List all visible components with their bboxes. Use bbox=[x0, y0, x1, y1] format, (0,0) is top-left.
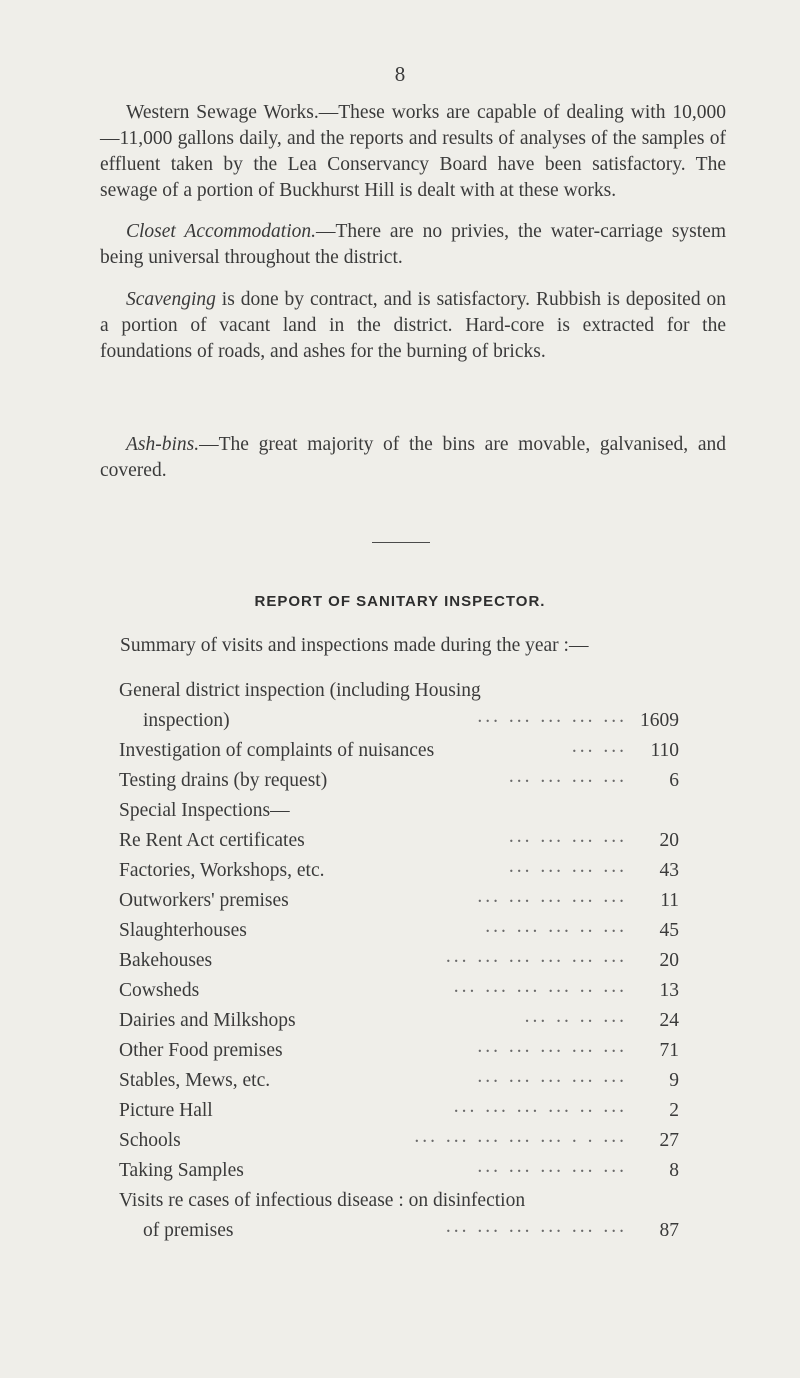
summary-row-value: 110 bbox=[650, 740, 679, 761]
summary-row-label: Schools bbox=[119, 1130, 181, 1151]
summary-row-leader: ... ... ... ... bbox=[508, 766, 627, 787]
paragraph-text: —There are no privies, the water-carriage system being universal throughout the district. bbox=[100, 221, 726, 268]
summary-row-label: Testing drains (by request) bbox=[119, 770, 328, 791]
summary-row-leader: ... ... ... ... ... bbox=[477, 886, 627, 907]
summary-row-value: 20 bbox=[659, 830, 679, 851]
paragraph-text: —The great majority of the bins are movable, galvanised, and covered. bbox=[100, 434, 726, 481]
summary-row-label: Other Food premises bbox=[119, 1040, 283, 1061]
summary-row-value: 87 bbox=[659, 1220, 679, 1241]
summary-row-leader: ... ... ... ... ... bbox=[477, 1036, 627, 1057]
summary-row-value: 8 bbox=[669, 1160, 679, 1181]
summary-row-value: 27 bbox=[659, 1130, 679, 1151]
summary-row-label: Visits re cases of infectious disease : on disinfection bbox=[119, 1190, 526, 1211]
summary-row-label: Bakehouses bbox=[119, 950, 213, 971]
summary-row-leader: ... .. .. ... bbox=[524, 1006, 627, 1027]
summary-row bbox=[119, 1216, 679, 1246]
summary-row-leader: ... ... ... ... ... ... bbox=[445, 1216, 627, 1237]
summary-row-label: Investigation of complaints of nuisances bbox=[119, 740, 435, 761]
paragraph-ash-bins bbox=[100, 432, 726, 484]
paragraph-western-sewage-works bbox=[100, 100, 726, 204]
summary-row-value: 6 bbox=[669, 770, 679, 791]
paragraph-lead: Ash-bins. bbox=[126, 434, 200, 455]
section-divider bbox=[372, 542, 430, 543]
paragraph-lead: Closet Accommodation. bbox=[126, 221, 317, 242]
summary-row-label: inspection) bbox=[143, 710, 230, 731]
summary-row bbox=[119, 766, 679, 796]
summary-row-value: 2 bbox=[669, 1100, 679, 1121]
summary-row-label: Dairies and Milkshops bbox=[119, 1010, 296, 1031]
summary-row-label: Stables, Mews, etc. bbox=[119, 1070, 271, 1091]
summary-row-value: 45 bbox=[659, 920, 679, 941]
summary-row-label: General district inspection (including Housing bbox=[119, 680, 481, 701]
summary-row-leader: ... ... ... ... bbox=[508, 856, 627, 877]
summary-row-value: 24 bbox=[659, 1010, 679, 1031]
summary-row-leader: ... ... ... ... bbox=[508, 826, 627, 847]
summary-row-leader: ... ... ... ... .. ... bbox=[453, 976, 627, 997]
summary-row-leader: ... ... ... ... ... bbox=[477, 1156, 627, 1177]
page-number: 8 bbox=[394, 62, 406, 86]
summary-row-label: Slaughterhouses bbox=[119, 920, 247, 941]
paragraph-closet-accommodation bbox=[100, 219, 726, 271]
summary-row-label: of premises bbox=[143, 1220, 234, 1241]
summary-row-value: 43 bbox=[659, 860, 679, 881]
summary-row-label: Factories, Workshops, etc. bbox=[119, 860, 325, 881]
summary-row-label: Special Inspections— bbox=[119, 800, 290, 821]
summary-row-value: 20 bbox=[659, 950, 679, 971]
summary-row bbox=[119, 1156, 679, 1186]
report-heading: REPORT OF SANITARY INSPECTOR. bbox=[254, 593, 546, 610]
summary-row-label: Cowsheds bbox=[119, 980, 200, 1001]
paragraph-text: is done by contract, and is satisfactory. Rubbish is deposited on a portion of vacant land in the district. Hard-core is extracted for the foundations of roads, and ashes for the burning of bricks. bbox=[100, 289, 726, 362]
summary-row-leader: ... ... ... ... ... bbox=[477, 706, 627, 727]
summary-row-label: Re Rent Act certificates bbox=[119, 830, 305, 851]
summary-row-label: Picture Hall bbox=[119, 1100, 213, 1121]
summary-row-value: 11 bbox=[660, 890, 679, 911]
report-intro: Summary of visits and inspections made during the year :— bbox=[120, 635, 589, 656]
paragraph-text: Western Sewage Works.—These works are capable of dealing with 10,000—11,000 gallons daily, and the reports and results of analyses of the samples of effluent taken by the Lea Conservancy Board have been satisfactory. The sewage of a portion of Buckhurst Hill is dealt with at these works. bbox=[100, 102, 726, 201]
summary-row-leader: ... ... ... ... ... ... bbox=[445, 946, 627, 967]
summary-row-leader: ... ... ... ... .. ... bbox=[453, 1096, 627, 1117]
inspection-summary-list bbox=[119, 676, 679, 1246]
summary-row-value: 1609 bbox=[640, 710, 679, 731]
summary-row-label: Outworkers' premises bbox=[119, 890, 289, 911]
summary-row-leader: ... ... ... ... ... bbox=[477, 1066, 627, 1087]
summary-row-leader: ... ... ... ... ... . . ... bbox=[414, 1126, 627, 1147]
summary-row-value: 13 bbox=[659, 980, 679, 1001]
summary-row-value: 9 bbox=[669, 1070, 679, 1091]
summary-row-leader: ... ... ... .. ... bbox=[485, 916, 627, 937]
summary-row-value: 71 bbox=[659, 1040, 679, 1061]
summary-row-leader: ... ... bbox=[571, 736, 627, 757]
paragraph-scavenging bbox=[100, 287, 726, 365]
summary-row-label: Taking Samples bbox=[119, 1160, 244, 1181]
paragraph-lead: Scavenging bbox=[126, 289, 216, 310]
